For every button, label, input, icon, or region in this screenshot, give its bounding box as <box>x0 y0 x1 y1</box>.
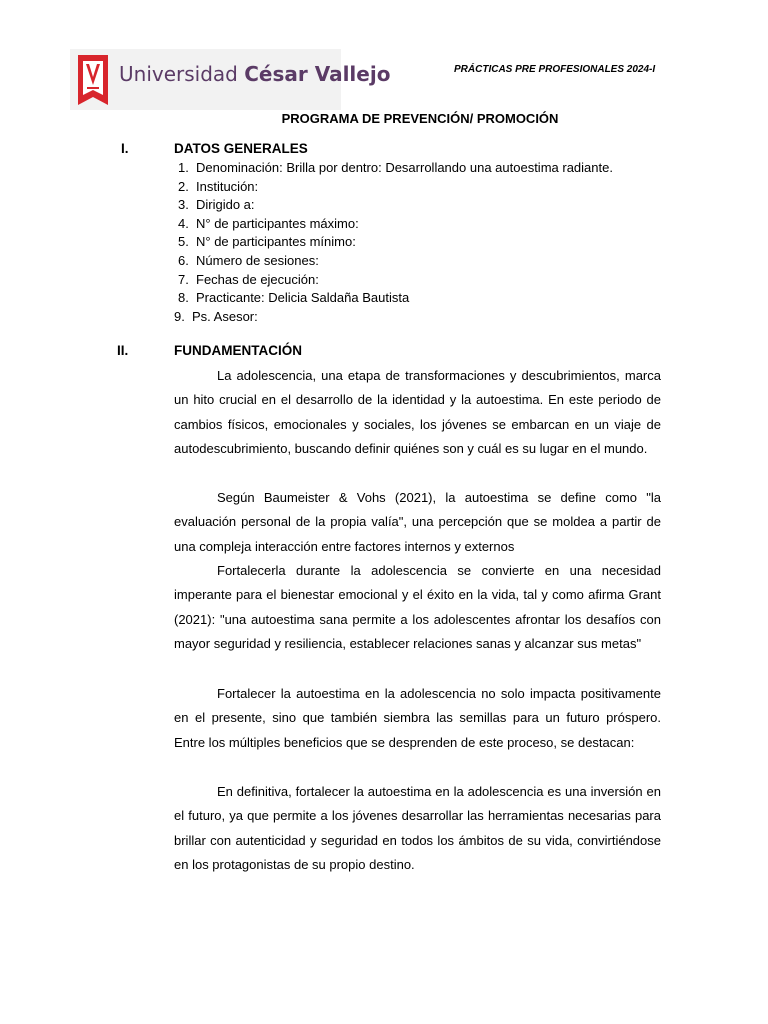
paragraph: En definitiva, fortalecer la autoestima en la adolescencia es una inversión en el futuro, ya que permite a los jóvenes desarrollar las herramientas necesarias para brillar con autenticidad y seguridad en todos los ámbitos de su vida, convirtiéndose en los protagonistas de su propio destino. <box>174 784 661 872</box>
list-item-number: 5. <box>178 234 189 250</box>
list-item-text: Practicante: Delicia Saldaña Bautista <box>196 290 410 306</box>
list-item <box>178 252 613 271</box>
list-item-text: Denominación: Brilla por dentro: Desarrollando una autoestima radiante. <box>196 160 613 175</box>
list-item <box>178 178 613 197</box>
paragraph: Fortalecerla durante la adolescencia se convierte en una necesidad imperante para el bienestar emocional y el éxito en la vida, tal y como afirma Grant (2021): "una autoestima sana permite a los adolescentes afrontar los desafíos con mayor seguridad y resiliencia, establecer relaciones sanas y alcanzar sus metas" <box>174 563 661 651</box>
list-item <box>178 159 613 178</box>
section-2-number: II. <box>117 343 129 358</box>
list-item-text: Dirigido a: <box>196 197 255 213</box>
list-item-number: 8. <box>178 290 189 306</box>
logo-text-bold: César Vallejo <box>244 62 391 86</box>
list-item-text: N° de participantes máximo: <box>196 215 359 231</box>
list-item-number: 3. <box>178 197 189 213</box>
list-item-text: Fechas de ejecución: <box>196 271 319 287</box>
list-item-text: N° de participantes mínimo: <box>196 234 356 250</box>
list-item-text: Número de sesiones: <box>196 252 319 268</box>
list-item <box>178 233 613 252</box>
university-shield-icon <box>78 55 108 105</box>
list-item <box>174 308 613 327</box>
list-item <box>178 196 613 215</box>
logo-text-regular: Universidad <box>119 62 238 86</box>
section-1-number: I. <box>121 141 129 156</box>
list-item-number: 1. <box>178 160 189 175</box>
paragraph: Según Baumeister & Vohs (2021), la autoestima se define como "la evaluación personal de la propia valía", una percepción que se moldea a partir de una compleja interacción entre factores internos y externos <box>174 490 661 554</box>
paragraph: La adolescencia, una etapa de transformaciones y descubrimientos, marca un hito crucial en el desarrollo de la identidad y la autoestima. En este periodo de cambios físicos, emocionales y sociales, los jóvenes se embarcan en un viaje de autodescubrimiento, buscando definir quiénes son y cuál es su lugar en el mundo. <box>174 368 661 456</box>
section-2-title: FUNDAMENTACIÓN <box>174 343 302 358</box>
document-title: PROGRAMA DE PREVENCIÓN/ PROMOCIÓN <box>281 111 559 126</box>
university-name <box>119 62 390 86</box>
list-item-number: 9. <box>174 308 185 324</box>
practice-period-label: PRÁCTICAS PRE PROFESIONALES 2024-I <box>454 64 656 75</box>
general-data-list <box>174 159 613 326</box>
list-item-number: 2. <box>178 178 189 194</box>
list-item-text: Institución: <box>196 178 259 194</box>
list-item-text: Ps. Asesor: <box>192 308 258 324</box>
list-item-number: 7. <box>178 271 189 287</box>
section-1-title: DATOS GENERALES <box>174 141 308 156</box>
university-logo <box>70 49 391 110</box>
list-item-number: 4. <box>178 215 189 231</box>
list-item <box>178 289 613 308</box>
list-item <box>178 215 613 234</box>
list-item-number: 6. <box>178 252 189 268</box>
paragraph: Fortalecer la autoestima en la adolescencia no solo impacta positivamente en el presente, sino que también siembra las semillas para un futuro próspero. Entre los múltiples beneficios que se desprenden de este proceso, se destacan: <box>174 686 661 750</box>
list-item <box>178 271 613 290</box>
